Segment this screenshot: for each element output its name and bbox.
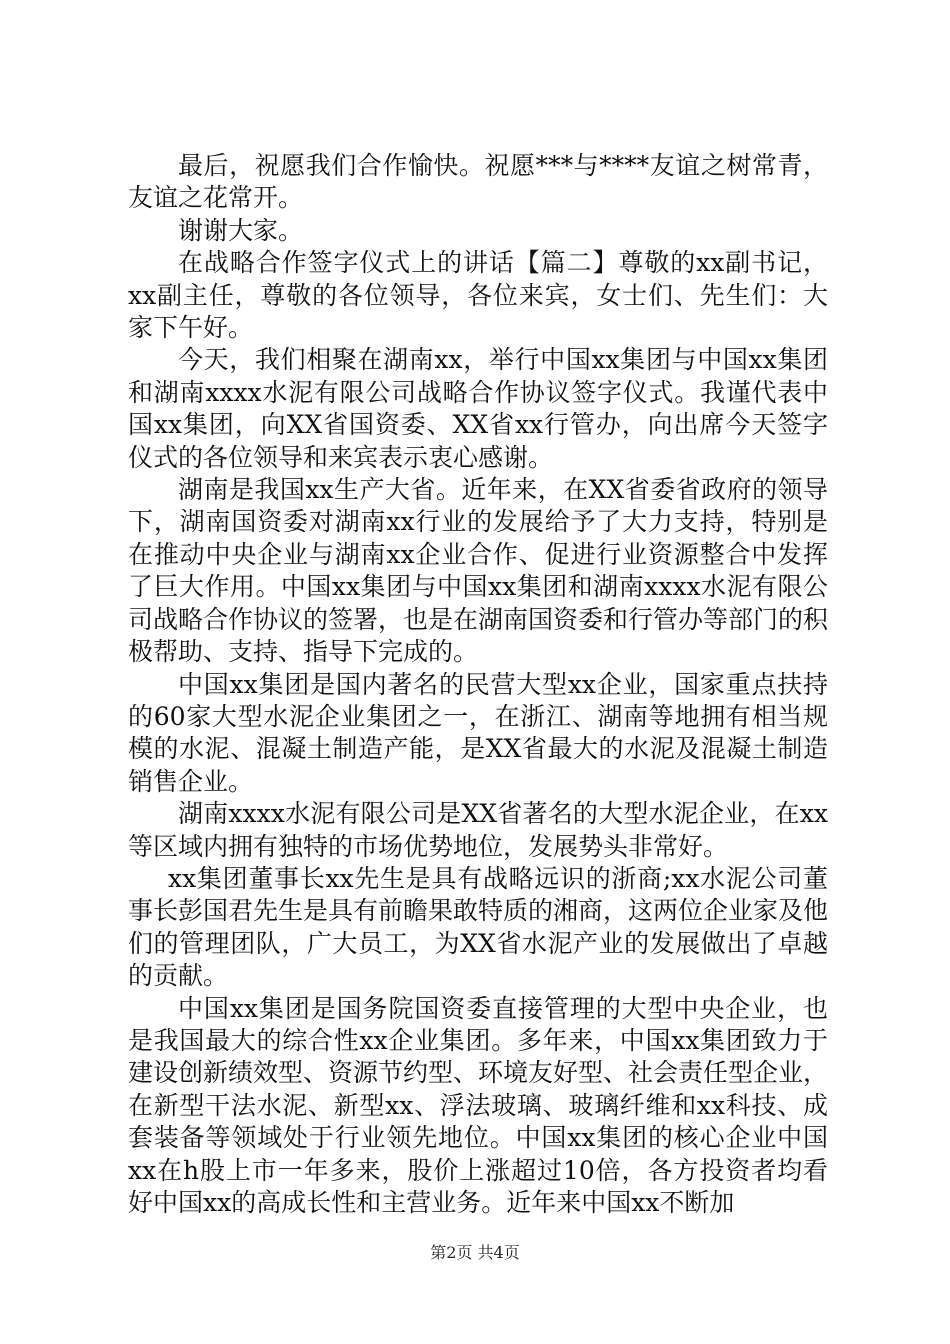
paragraph-speech-opening: 在战略合作签字仪式上的讲话【篇二】尊敬的xx副书记，xx副主任，尊敬的各位领导，各位来宾，女士们、先生们：大家下午好。 (128, 248, 828, 343)
paragraph-group-intro: 中国xx集团是国内著名的民营大型xx企业，国家重点扶持的60家大型水泥企业集团之一，在浙江、湖南等地拥有相当规模的水泥、混凝土制造产能，是XX省最大的水泥及混凝土制造销售企业。 (128, 669, 828, 796)
paragraph-chairman: xx集团董事长xx先生是具有战略远识的浙商;xx水泥公司董事长彭国君先生是具有前瞻果敢特质的湘商，这两位企业家及他们的管理团队，广大员工，为XX省水泥产业的发展做出了卓越的贡献。 (128, 863, 829, 991)
paragraph-thanks: 谢谢大家。 (178, 215, 304, 245)
paragraph-central-enterprise: 中国xx集团是国务院国资委直接管理的大型中央企业，也是我国最大的综合性xx企业集团。多年来，中国xx集团致力于建设创新绩效型、资源节约型、环境友好型、社会责任型企业，在新型干法水泥、新型xx、浮法玻璃、玻璃纤维和xx科技、成套装备等领域处于行业领先地位。中国xx集团的核心企业中国xx在h股上市一年多来，股价上涨超过10倍，各方投资者均看好中国xx的高成长性和主营业务。近年来中国xx不断加 (128, 993, 829, 1217)
paragraph-hunan: 湖南是我国xx生产大省。近年来，在XX省委省政府的领导下，湖南国资委对湖南xx行业的发展给予了大力支持，特别是在推动中央企业与湖南xx企业合作、促进行业资源整合中发挥了巨大作用。中国xx集团与中国xx集团和湖南xxxx水泥有限公司战略合作协议的签署，也是在湖南国资委和行管办等部门的积极帮助、支持、指导下完成的。 (128, 475, 829, 667)
document-body (128, 150, 828, 1219)
paragraph-today: 今天，我们相聚在湖南xx，举行中国xx集团与中国xx集团和湖南xxxx水泥有限公司战略合作协议签字仪式。我谨代表中国xx集团，向XX省国资委、XX省xx行管办，向出席今天签字仪式的各位领导和来宾表示衷心感谢。 (128, 345, 828, 472)
page-number-footer: 第2页 共4页 (430, 1243, 520, 1262)
paragraph-closing-wishes: 最后，祝愿我们合作愉快。祝愿***与****友谊之树常青，友谊之花常开。 (128, 151, 828, 213)
paragraph-cement-company: 湖南xxxx水泥有限公司是XX省著名的大型水泥企业，在xx等区域内拥有独特的市场优势地位，发展势头非常好。 (128, 799, 828, 861)
